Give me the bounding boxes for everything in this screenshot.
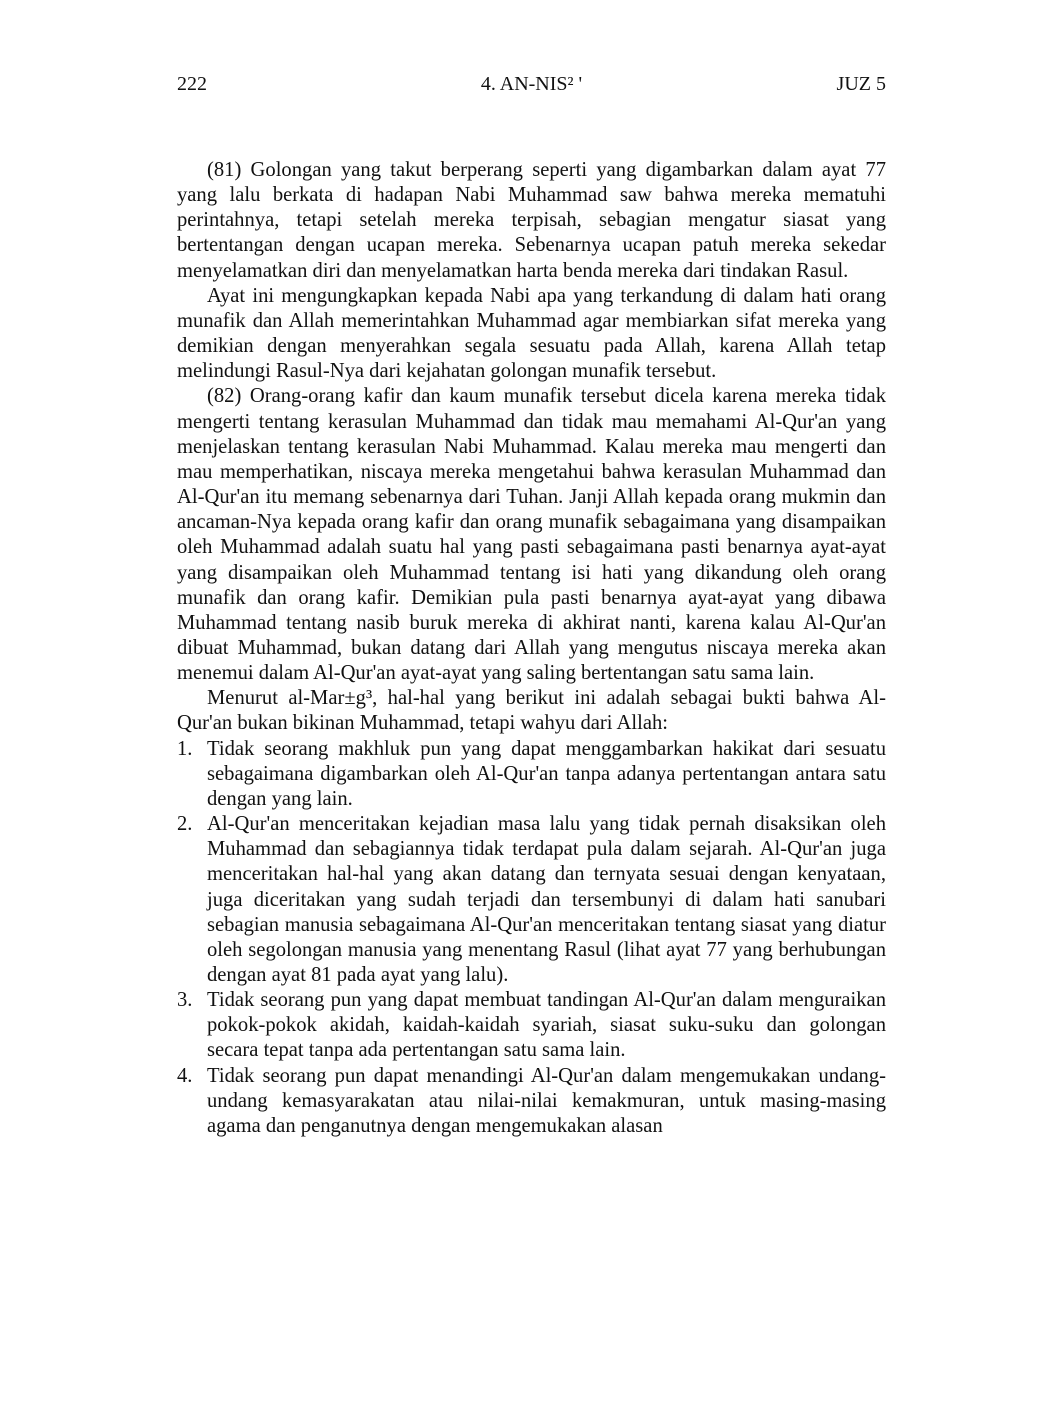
list-item-text: Tidak seorang pun dapat menandingi Al-Qur'an dalam mengemukakan undang-undang kemasyarakatan atau nilai-nilai kemakmuran, untuk masing-masing agama dan penganutnya dengan mengemukakan alasan (207, 1064, 886, 1137)
juz-label: JUZ 5 (836, 73, 886, 95)
page-header (177, 72, 886, 100)
list-item-number: 1. (177, 737, 193, 760)
paragraph: (81) Golongan yang takut berperang seperti yang digambarkan dalam ayat 77 yang lalu berkata di hadapan Nabi Muhammad saw bahwa mereka mematuhi perintahnya, tetapi setelah mereka terpisah, sebagian mengatur siasat yang bertentangan dengan ucapan mereka. Sebenarnya ucapan patuh mereka sekedar menyelamatkan diri dan menyelamatkan harta benda mereka dari tindakan Rasul. (177, 159, 886, 282)
list-item-number: 2. (177, 813, 193, 836)
numbered-list (177, 737, 886, 1140)
paragraph: (82) Orang-orang kafir dan kaum munafik tersebut dicela karena mereka tidak mengerti tentang kerasulan Muhammad dan tidak mau memahami Al-Qur'an yang menjelaskan tentang kerasulan Nabi Muhammad. Kalau mereka mau mengerti dan mau memperhatikan, niscaya mereka mengetahui bahwa kerasulan Muhammad dan Al-Qur'an itu memang sebenarnya dari Tuhan. Janji Allah kepada orang mukmin dan ancaman-Nya kepada orang kafir dan orang munafik sebagaimana yang disampaikan oleh Muhammad adalah suatu hal yang pasti sebagaimana pasti benarnya ayat-ayat yang disampaikan oleh Muhammad tentang isi hati yang dikandung oleh orang munafik dan orang kafir. Demikian pula pasti benarnya ayat-ayat yang dibawa Muhammad tentang nasib buruk mereka di akhirat nanti, karena kalau Al-Qur'an dibuat Muhammad, bukan datang dari Allah yang mengutus niscaya mereka akan menemui dalam Al-Qur'an ayat-ayat yang saling bertentangan satu sama lain. (177, 385, 886, 685)
page-body (177, 158, 886, 1139)
list-item (177, 988, 886, 1063)
list-item-text: Tidak seorang pun yang dapat membuat tandingan Al-Qur'an dalam menguraikan pokok-pokok akidah, kaidah-kaidah syariah, siasat suku-suku dan golongan secara tepat tanpa ada pertentangan satu sama lain. (207, 989, 886, 1062)
list-item-text: Al-Qur'an menceritakan kejadian masa lalu yang tidak pernah disaksikan oleh Muhammad dan sebagiannya tidak terdapat pula dalam sejarah. Al-Qur'an juga menceritakan hal-hal yang akan datang dan ternyata sesuai dengan kenyataan, juga diceritakan yang sudah terjadi dan tersembunyi di dalam hati sanubari sebagian manusia sebagaimana Al-Qur'an menceritakan tentang siasat yang diatur oleh segolongan manusia yang menentang Rasul (lihat ayat 77 yang berhubungan dengan ayat 81 pada ayat yang lalu). (207, 813, 886, 986)
list-item-number: 4. (177, 1064, 193, 1087)
list-item (177, 737, 886, 812)
page-number: 222 (177, 73, 207, 95)
list-item-text: Tidak seorang makhluk pun yang dapat menggambarkan hakikat dari sesuatu sebagaimana digambarkan oleh Al-Qur'an tanpa adanya pertentangan antara satu dengan yang lain. (207, 737, 886, 810)
paragraph: Menurut al-Mar±g³, hal-hal yang berikut ini adalah sebagai bukti bahwa Al-Qur'an bukan bikinan Muhammad, tetapi wahyu dari Allah: (177, 687, 886, 735)
list-item-number: 3. (177, 989, 193, 1012)
list-item (177, 812, 886, 988)
chapter-title: 4. AN-NIS² ' (480, 73, 583, 95)
list-item (177, 1064, 886, 1139)
paragraph: Ayat ini mengungkapkan kepada Nabi apa yang terkandung di dalam hati orang munafik dan Allah memerintahkan Muhammad agar membiarkan sifat mereka yang demikian dengan menyerahkan segala sesuatu pada Allah, karena Allah tetap melindungi Rasul-Nya dari kejahatan golongan munafik tersebut. (177, 284, 886, 383)
